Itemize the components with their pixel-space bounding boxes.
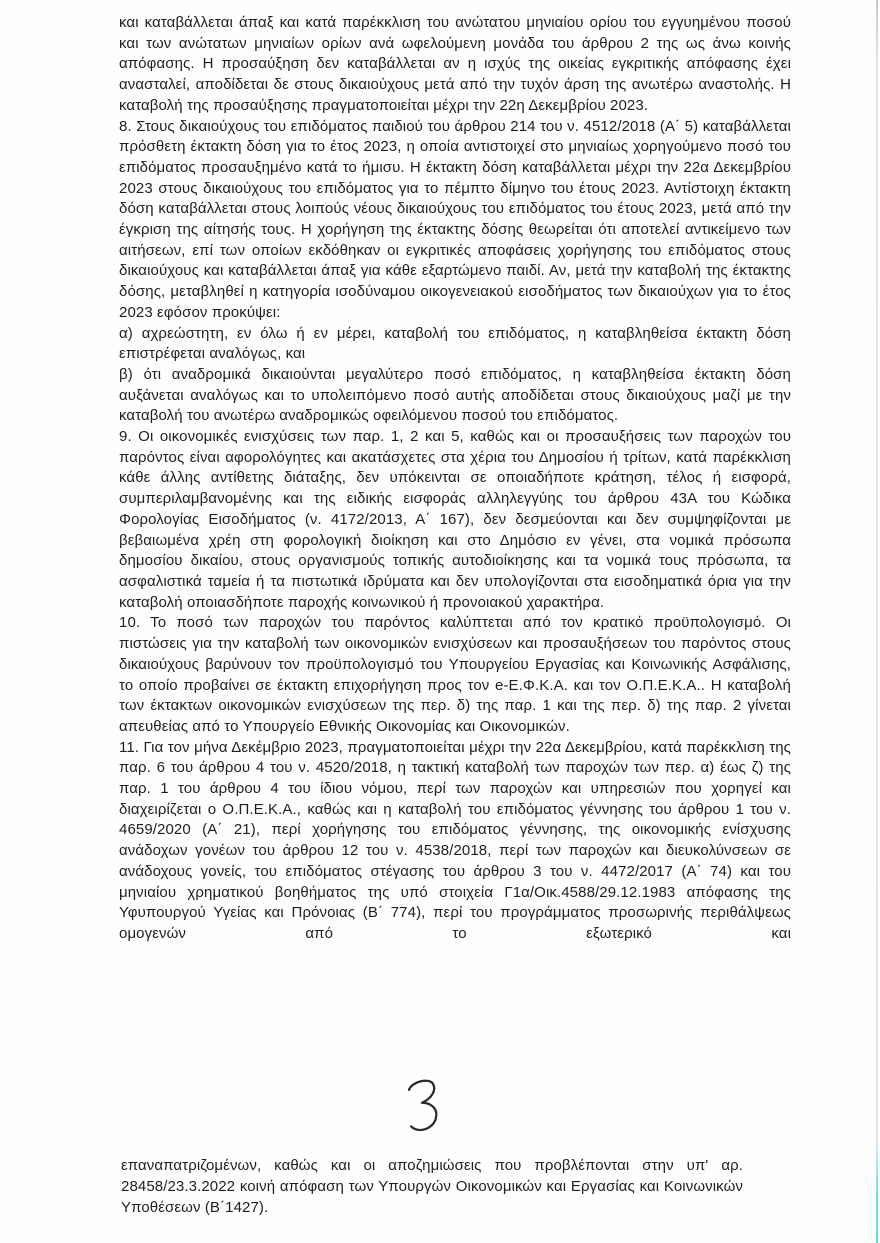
- paragraph-9: 9. Οι οικονομικές ενισχύσεις των παρ. 1, 2 και 5, καθώς και οι προσαυξήσεις των παροχών του παρόντος είναι αφορολόγητες και ακατάσχετες στα χέρια του Δημοσίου ή τρίτων, κατά παρέκκλιση κάθε άλλης αντίθετης διάταξης, δεν υπόκεινται σε οποιαδήποτε κράτηση, τέλος ή εισφορά, συμπεριλαμβανομένης και της ειδικής εισφοράς αλληλεγγύης του άρθρου 43Α του Κώδικα Φορολογίας Εισοδήματος (ν. 4172/2013, Α΄ 167), δεν δεσμεύονται και δεν συμψηφίζονται με βεβαιωμένα χρέη στη φορολογική διοίκηση και στο Δημόσιο εν γένει, στα νομικά πρόσωπα δημοσίου δικαίου, στους οργανισμούς τοπικής αυτοδιοίκησης και τα νομικά τους πρόσωπα, τα ασφαλιστικά ταμεία ή τα πιστωτικά ιδρύματα και δεν υπολογίζονται στα εισοδηματικά όρια για την καταβολή οποιασδήποτε παροχής κοινωνικού ή προνοιακού χαρακτήρα.: [119, 428, 791, 611]
- paragraph-11: 11. Για τον μήνα Δεκέμβριο 2023, πραγματοποιείται μέχρι την 22α Δεκεμβρίου, κατά παρέκκλιση της παρ. 6 του άρθρου 4 του ν. 4520/2018, η τακτική καταβολή των παροχών των περ. α) έως ζ) της παρ. 1 του άρθρου 4 του ίδιου νόμου, περί των παροχών και υπηρεσιών που χορηγεί και διαχειρίζεται ο Ο.Π.Ε.Κ.Α., καθώς και η καταβολή του επιδόματος γέννησης του άρθρου 1 του ν. 4659/2020 (Α΄ 21), περί χορήγησης του επιδόματος γέννησης, της οικονομικής ενίσχυσης ανάδοχων γονέων του άρθρου 12 του ν. 4538/2018, περί των παροχών και διευκολύνσεων σε ανάδοχους γονείς, του επιδόματος στέγασης του άρθρου 3 του ν. 4472/2017 (Α΄ 74) και του μηνιαίου χρηματικού βοηθήματος της υπό στοιχεία Γ1α/Οικ.4588/29.12.1983 απόφασης της Υφυπουργού Υγείας και Πρόνοιας (Β΄ 774), περί του προγράμματος προσωρινής περιθάλψεως ομογενών από το εξωτερικό και: [119, 738, 791, 942]
- handwritten-three-glyph: [402, 1078, 444, 1134]
- list-item-beta: β) ότι αναδρομικά δικαιούνται μεγαλύτερο ποσό επιδόματος, η καταβληθείσα έκτακτη δόση αυξάνεται αναλόγως και το υπολειπόμενο ποσό αυτής αποδίδεται στους δικαιούχους μαζί με την καταβολή του ανωτέρω αναδρομικώς οφειλόμενου ποσού του επιδόματος.: [119, 365, 791, 425]
- handwritten-page-number: [402, 1078, 444, 1134]
- scan-artifact-cyan-line: [876, 1145, 878, 1243]
- paragraph-continuation: και καταβάλλεται άπαξ και κατά παρέκκλιση του ανώτατου μηνιαίου ορίου του εγγυημένου ποσού και των ανώτατων μηνιαίων ορίων ανά ωφελούμενη μονάδα του άρθρου 2 της ως άνω κοινής απόφασης. Η προσαύξηση δεν καταβάλλεται αν η ισχύς της οικείας εγκριτικής απόφασης έχει ανασταλεί, αποδίδεται δε στους δικαιούχους μετά από την τυχόν άρση της ανωτέρω αναστολής. Η καταβολή της προσαύξησης πραγματοποιείται μέχρι την 22η Δεκεμβρίου 2023.: [119, 14, 791, 114]
- paragraph-8: 8. Στους δικαιούχους του επιδόματος παιδιού του άρθρου 214 του ν. 4512/2018 (Α΄ 5) καταβάλλεται πρόσθετη έκτακτη δόση για το έτος 2023, η οποία αντιστοιχεί στο μηνιαίως χορηγούμενο ποσό του επιδόματος προσαυξημένο κατά το ήμισυ. Η έκτακτη δόση καταβάλλεται μέχρι την 22α Δεκεμβρίου 2023 στους δικαιούχους του επιδόματος για το πέμπτο δίμηνο του έτους 2023. Αντίστοιχη έκτακτη δόση καταβάλλεται στους λοιπούς νέους δικαιούχους του επιδόματος του έτους 2023, μετά από την έγκριση της αίτησής τους. Η χορήγηση της έκτακτης δόσης θεωρείται ότι αποτελεί αντικείμενο των αιτήσεων, επί των οποίων εκδόθηκαν οι εγκριτικές αποφάσεις χορήγησης του επιδόματος στους δικαιούχους και καταβάλλεται άπαξ για κάθε εξαρτώμενο παιδί. Αν, μετά την καταβολή της έκτακτης δόσης, μεταβληθεί η κατηγορία ισοδύναμου οικογενειακού εισοδήματος των δικαιούχων για το έτος 2023 εφόσον προκύψει:: [119, 117, 791, 321]
- footer-paragraph: επαναπατριζομένων, καθώς και οι αποζημιώσεις που προβλέπονται στην υπ' αρ. 28458/23.3.2022 κοινή απόφαση των Υπουργών Οικονομικών και Εργασίας και Κοινωνικών Υποθέσεων (Β΄1427).: [121, 1157, 743, 1216]
- footer-text-block: [121, 1155, 743, 1218]
- list-item-alpha: α) αχρεώστητη, εν όλω ή εν μέρει, καταβολή του επιδόματος, η καταβληθείσα έκτακτη δόση επιστρέφεται αναλόγως, και: [119, 324, 791, 363]
- paragraph-10: 10. Το ποσό των παροχών του παρόντος καλύπτεται από τον κρατικό προϋπολογισμό. Οι πιστώσεις για την καταβολή των οικονομικών ενισχύσεων και προσαυξήσεων του παρόντος στους δικαιούχους βαρύνουν τον προϋπολογισμό του Υπουργείου Εργασίας και Κοινωνικής Ασφάλισης, το οποίο προβαίνει σε έκτακτη επιχορήγηση προς τον e-Ε.Φ.Κ.Α. και τον Ο.Π.Ε.Κ.Α.. Η καταβολή των έκτακτων οικονομικών ενισχύσεων της περ. δ) της παρ. 1 και της περ. δ) της παρ. 2 γίνεται απευθείας από το Υπουργείο Εθνικής Οικονομίας και Οικονομικών.: [119, 614, 791, 735]
- main-text-block: [119, 13, 791, 945]
- scan-artifact-edge-line: [876, 0, 878, 1145]
